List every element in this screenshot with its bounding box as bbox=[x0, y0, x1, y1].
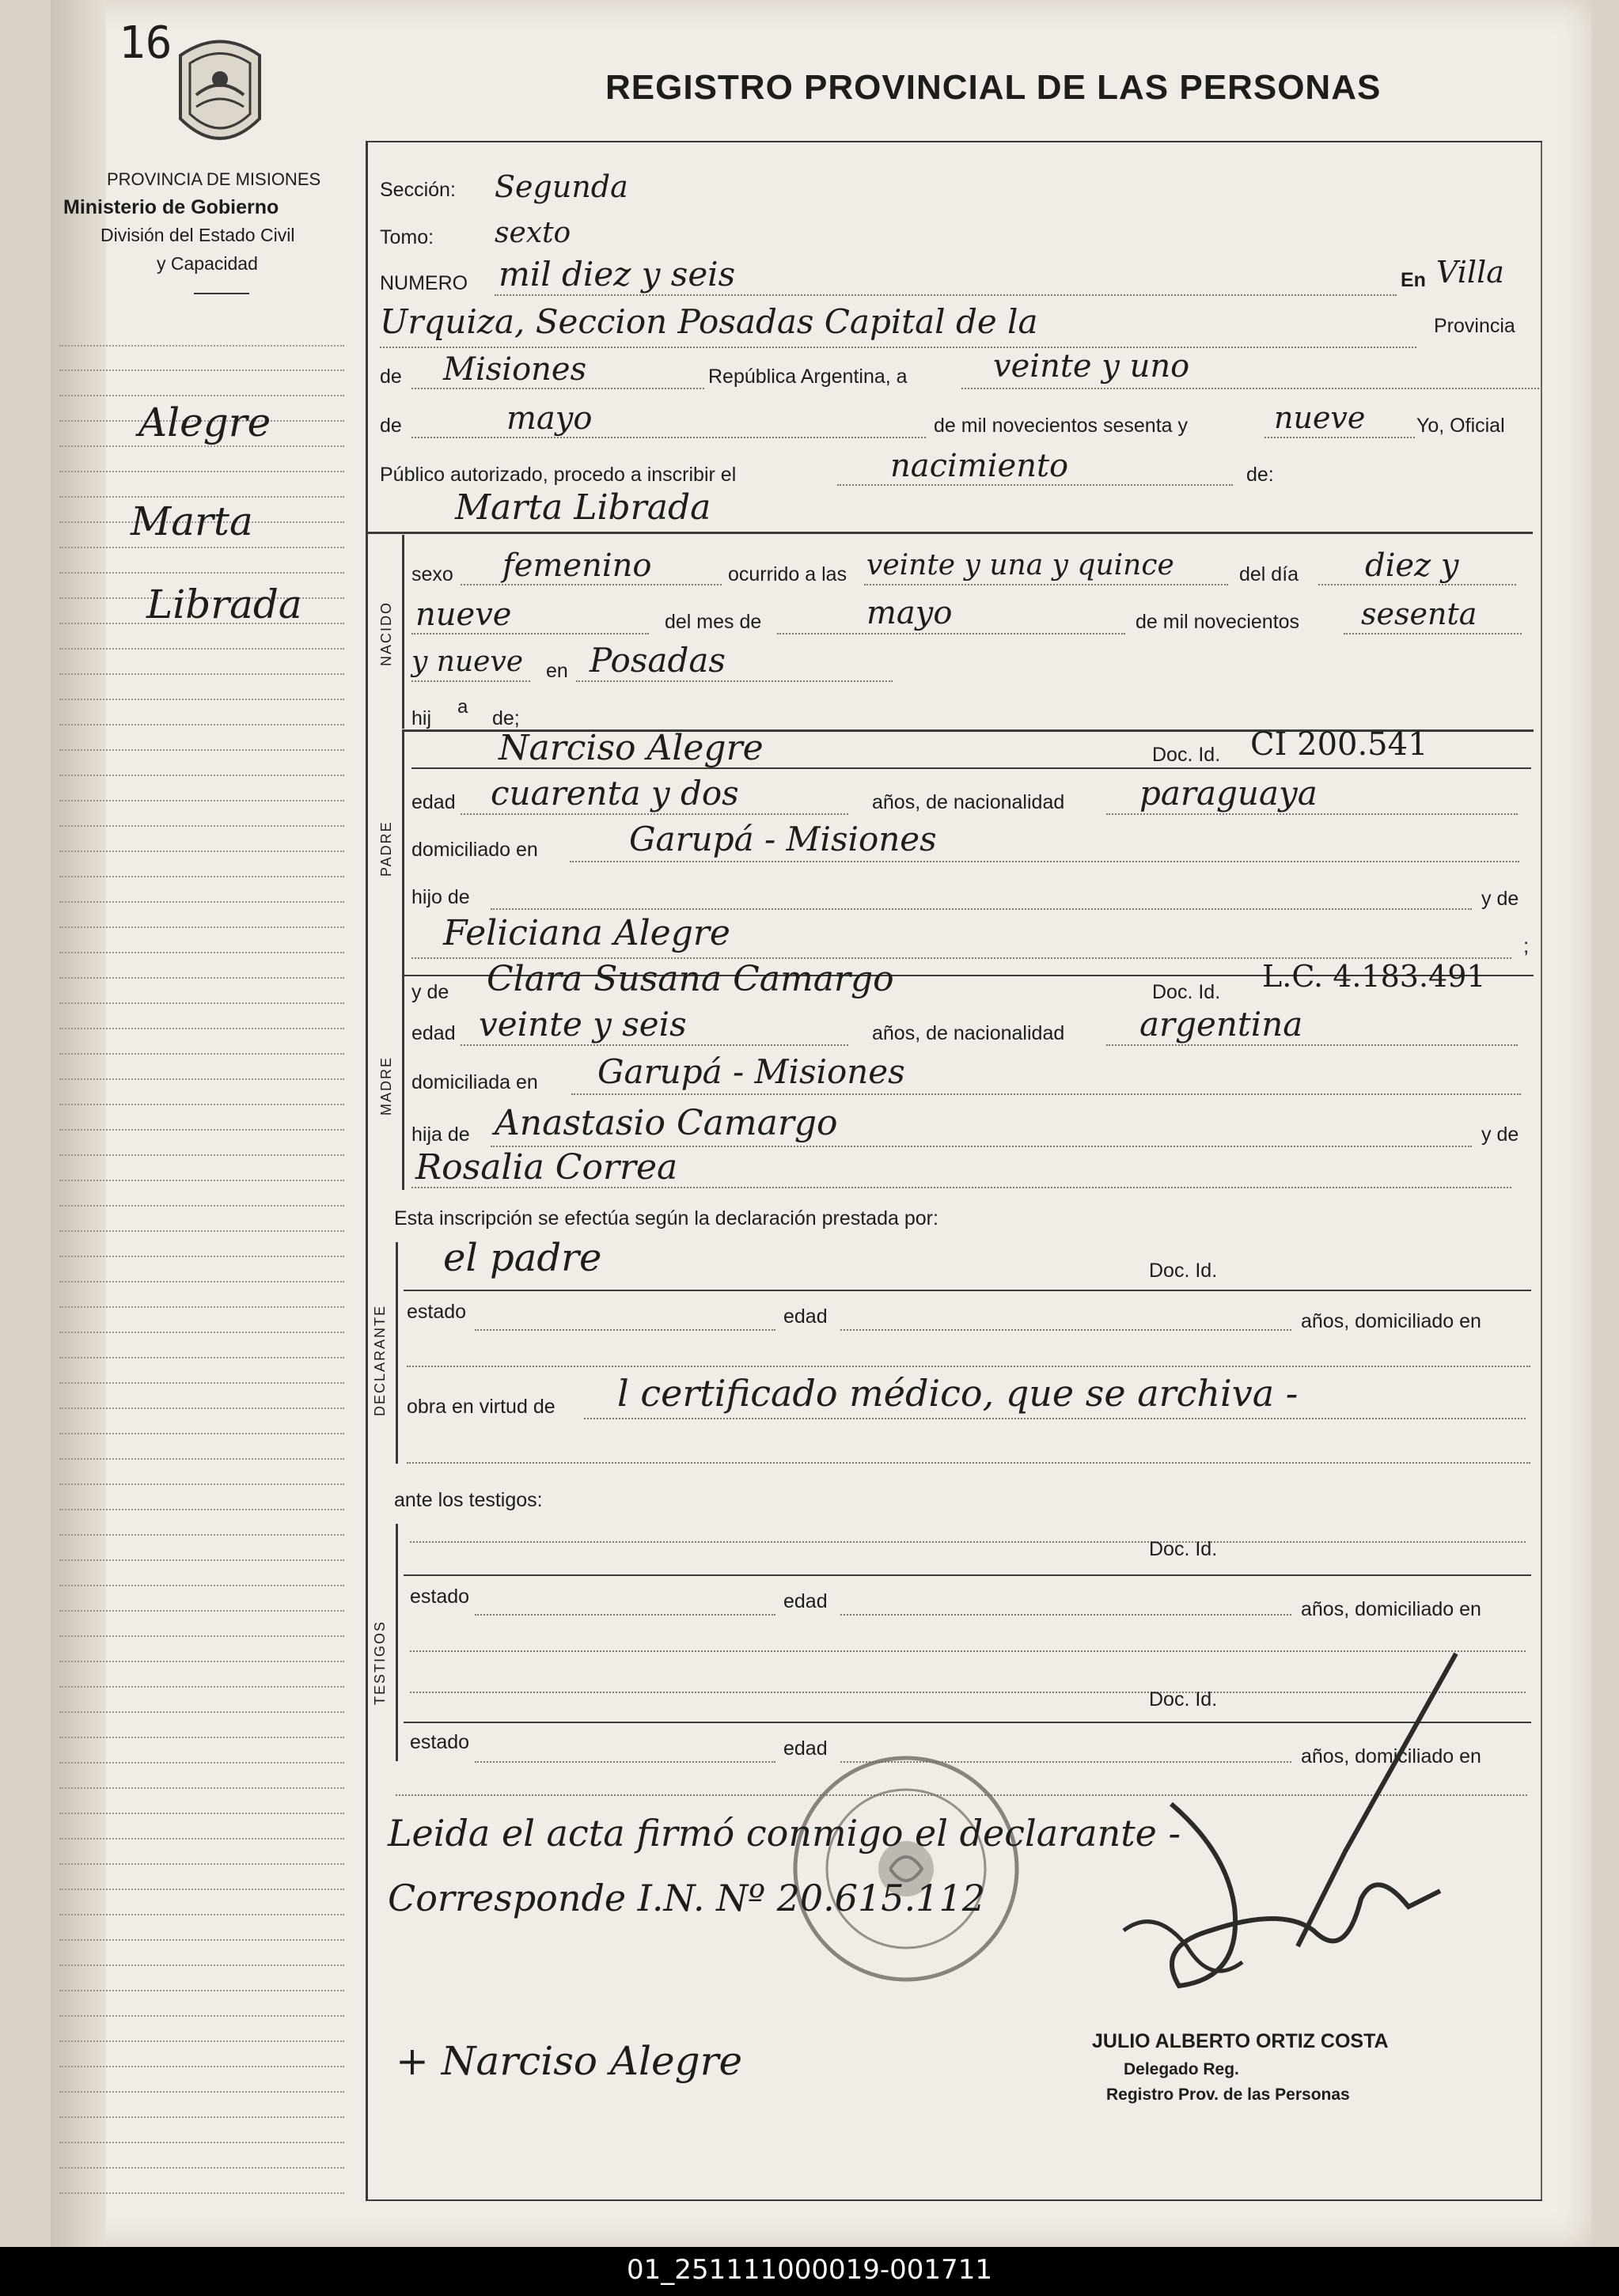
testigo1-anios-label: años, domiciliado en bbox=[1301, 1598, 1481, 1620]
mes-label: de bbox=[380, 415, 402, 437]
hij-suffix: a bbox=[457, 696, 468, 718]
seccion-value: Segunda bbox=[495, 169, 628, 204]
del-mes-label: del mes de bbox=[665, 611, 762, 633]
closing-line-2: Corresponde I.N. Nº 20.615.112 bbox=[388, 1877, 985, 1919]
madre-domicilio-label: domiciliada en bbox=[411, 1071, 538, 1093]
declarante-section-label: DECLARANTE bbox=[372, 1304, 388, 1416]
testigos-section-label: TESTIGOS bbox=[372, 1620, 388, 1705]
tomo-value: sexto bbox=[495, 217, 571, 249]
madre-hija-label: hija de bbox=[411, 1123, 470, 1146]
madre-anios-label: años, de nacionalidad bbox=[872, 1022, 1065, 1044]
numero-label: NUMERO bbox=[380, 272, 468, 294]
ocurrido-label: ocurrido a las bbox=[728, 563, 847, 585]
declarante-edad-label: edad bbox=[783, 1305, 828, 1328]
en-label: En bbox=[1401, 269, 1426, 291]
declarante-estado-label: estado bbox=[407, 1301, 467, 1323]
seccion-label: Sección: bbox=[380, 179, 456, 201]
declarante-doc-label: Doc. Id. bbox=[1149, 1260, 1218, 1282]
margin-surname: Alegre bbox=[138, 400, 271, 445]
madre-doc-value: L.C. 4.183.491 bbox=[1262, 959, 1486, 994]
madre-domicilio-value: Garupá - Misiones bbox=[597, 1052, 905, 1091]
tomo-label: Tomo: bbox=[380, 226, 434, 248]
madre-nombre: Clara Susana Camargo bbox=[487, 959, 894, 999]
de-label: de bbox=[380, 366, 402, 388]
nacimiento-anio-value-2: y nueve bbox=[411, 646, 524, 678]
header-province: PROVINCIA DE MISIONES bbox=[107, 169, 321, 189]
header-capacity: y Capacidad bbox=[157, 253, 258, 274]
declarante-signature: + Narciso Alegre bbox=[396, 2038, 743, 2084]
padre-section-label: PADRE bbox=[378, 820, 394, 877]
nacimiento-mes-value: mayo bbox=[866, 595, 953, 631]
hij-label: hij bbox=[411, 707, 432, 729]
en-value: Villa bbox=[1436, 255, 1504, 290]
declarante-anios-label: años, domiciliado en bbox=[1301, 1310, 1481, 1332]
madre-doc-label: Doc. Id. bbox=[1152, 981, 1221, 1003]
testigo1-doc-label: Doc. Id. bbox=[1149, 1538, 1218, 1560]
testigo1-edad-label: edad bbox=[783, 1590, 828, 1612]
binding-edge bbox=[51, 0, 106, 2247]
testigos-intro: ante los testigos: bbox=[394, 1489, 543, 1511]
testigo2-anios-label: años, domiciliado en bbox=[1301, 1745, 1481, 1767]
declarante-nombre: el padre bbox=[443, 1236, 602, 1280]
testigo1-estado-label: estado bbox=[410, 1586, 470, 1608]
provincia-label: Provincia bbox=[1434, 315, 1515, 337]
sexo-label: sexo bbox=[411, 563, 453, 585]
madre-padres-value: Anastasio Camargo bbox=[495, 1103, 838, 1143]
padre-edad-label: edad bbox=[411, 791, 456, 813]
fecha-mes-value: mayo bbox=[506, 400, 593, 437]
padre-nacionalidad-value: paraguaya bbox=[1139, 774, 1318, 813]
nacimiento-anio-value: sesenta bbox=[1361, 597, 1477, 631]
publico-text: Público autorizado, procedo a inscribir el bbox=[380, 464, 737, 486]
margin-first-name: Marta bbox=[131, 498, 253, 544]
header-ministry: Ministerio de Gobierno bbox=[63, 196, 279, 218]
mil-label: de mil novecientos bbox=[1136, 611, 1300, 633]
republica-label: República Argentina, a bbox=[708, 366, 908, 388]
document-title: REGISTRO PROVINCIAL DE LAS PERSONAS bbox=[605, 68, 1382, 107]
official-office: Registro Prov. de las Personas bbox=[1106, 2086, 1350, 2104]
obra-label: obra en virtud de bbox=[407, 1396, 555, 1418]
closing-line-1: Leida el acta firmó conmigo el declarante - bbox=[388, 1812, 1181, 1855]
madre-edad-value: veinte y seis bbox=[479, 1005, 687, 1044]
declarante-intro: Esta inscripción se efectúa según la declaración prestada por: bbox=[394, 1207, 938, 1229]
margin-second-name: Librada bbox=[146, 582, 302, 627]
fecha-dia-value: veinte y uno bbox=[993, 348, 1190, 385]
scan-id: 01_251111000019-001711 bbox=[627, 2254, 992, 2286]
place-value: Urquiza, Seccion Posadas Capital de la bbox=[380, 302, 1038, 341]
padre-nombre: Narciso Alegre bbox=[499, 728, 764, 768]
hora-value: veinte y una y quince bbox=[866, 549, 1174, 582]
madre-madre-value: Rosalia Correa bbox=[415, 1147, 678, 1188]
nacimiento-dia-value: diez y bbox=[1365, 547, 1459, 584]
padre-doc-value: CI 200.541 bbox=[1250, 726, 1428, 763]
madre-y-de2-label: y de bbox=[1481, 1123, 1519, 1146]
madre-y-de-label: y de bbox=[411, 981, 449, 1003]
provincia-value: Misiones bbox=[443, 351, 587, 388]
lugar-nacimiento-value: Posadas bbox=[590, 641, 726, 680]
oficial-text: Yo, Oficial bbox=[1416, 415, 1505, 437]
header-division: División del Estado Civil bbox=[100, 225, 295, 245]
en-lugar-label: en bbox=[546, 660, 568, 682]
padre-hijo-label: hijo de bbox=[411, 886, 470, 908]
padre-edad-value: cuarenta y dos bbox=[491, 774, 739, 813]
acto-value: nacimiento bbox=[890, 448, 1069, 484]
official-stamp-icon bbox=[787, 1750, 1025, 1987]
obra-value: l certificado médico, que se archiva - bbox=[617, 1372, 1299, 1415]
padre-padres-value: Feliciana Alegre bbox=[443, 913, 730, 953]
nacimiento-dia-value-2: nueve bbox=[415, 597, 512, 633]
madre-section-label: MADRE bbox=[378, 1055, 394, 1116]
padre-semicolon: ; bbox=[1523, 934, 1530, 957]
official-signature-icon bbox=[1108, 1646, 1472, 2041]
sexo-value: femenino bbox=[502, 547, 652, 584]
padre-domicilio-value: Garupá - Misiones bbox=[629, 820, 937, 858]
padre-doc-label: Doc. Id. bbox=[1152, 744, 1221, 766]
nombre-inscripto: Marta Librada bbox=[455, 487, 711, 528]
numero-value: mil diez y seis bbox=[499, 255, 736, 294]
madre-nacionalidad-value: argentina bbox=[1139, 1005, 1303, 1044]
madre-edad-label: edad bbox=[411, 1022, 456, 1044]
padre-y-de-label: y de bbox=[1481, 888, 1519, 910]
anio-text: de mil novecientos sesenta y bbox=[934, 415, 1189, 437]
fecha-anio-value: nueve bbox=[1274, 400, 1366, 435]
testigo2-doc-label: Doc. Id. bbox=[1149, 1688, 1218, 1711]
de2-label: de: bbox=[1246, 464, 1274, 486]
provincial-seal-icon bbox=[173, 32, 267, 158]
nacido-section-label: NACIDO bbox=[378, 601, 394, 666]
testigo2-estado-label: estado bbox=[410, 1731, 470, 1753]
official-role: Delegado Reg. bbox=[1124, 2060, 1239, 2078]
del-dia-label: del día bbox=[1239, 563, 1299, 585]
padre-anios-label: años, de nacionalidad bbox=[872, 791, 1065, 813]
hij-de-label: de; bbox=[492, 707, 520, 729]
page-number: 16 bbox=[119, 17, 173, 69]
official-name: JULIO ALBERTO ORTIZ COSTA bbox=[1092, 2030, 1389, 2052]
testigo2-edad-label: edad bbox=[783, 1737, 828, 1760]
padre-domicilio-label: domiciliado en bbox=[411, 839, 538, 861]
